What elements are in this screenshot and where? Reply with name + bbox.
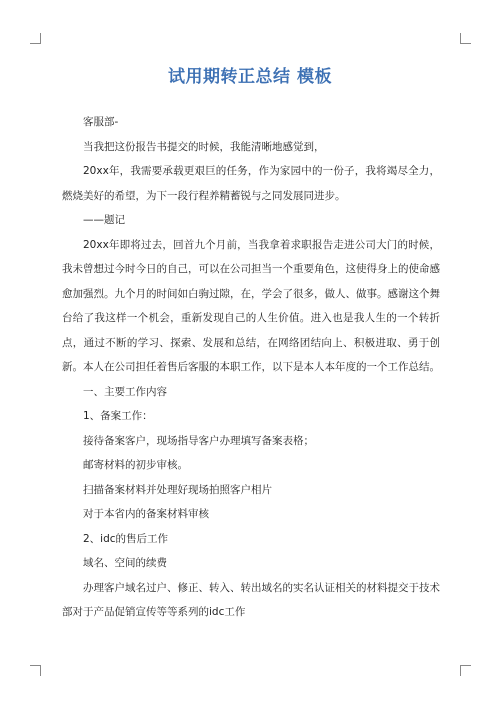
- paragraph-review: 20xx年即将过去，回首九个月前，当我拿着求职报告走进公司大门的时候，我未曾想过今时今日的自己，可以在公司担当一个重要角色，这使得身上的使命感愈加强烈。九个月的时间如白驹过隙，在，学会了很多，做人、做事。感谢这个舞台给了我这样一个机会，重新发现自己的人生价值。进入也是我人生的一个转折点，通过不断的学习、探索、发展和总结，在网络团结向上、积极进取、勇于创新。本人在公司担任着售后客服的本职工作，以下是本人本年度的一个工作总结。: [62, 238, 440, 373]
- paragraph-epigraph: ——题记: [83, 214, 125, 226]
- paragraph-intro: 当我把这份报告书提交的时候，我能清晰地感觉到，: [83, 140, 325, 153]
- list-item: 邮寄材料的初步审核。: [83, 459, 188, 471]
- list-item: 对于本省内的备案材料审核: [83, 508, 209, 520]
- subheading-filing-work: 1、备案工作：: [83, 410, 153, 422]
- document-title: 试用期转正总结 模板: [168, 67, 332, 87]
- crop-mark-top-left: [30, 33, 41, 44]
- crop-mark-bottom-left: [30, 665, 41, 676]
- list-item: 扫描备案材料并处理好现场拍照客户相片: [83, 483, 272, 496]
- paragraph-task: 20xx年，我需要承载更艰巨的任务，作为家园中的一份子，我将竭尽全力，燃烧美好的希望，为下一段行程养精蓄锐与之同发展同进步。: [62, 165, 440, 202]
- paragraph-department: 客服部-: [83, 116, 119, 128]
- subheading-idc-work: 2、idc的售后工作: [83, 532, 169, 545]
- document-body: [62, 110, 440, 625]
- list-item: 办理客户域名过户、修正、转入、转出域名的实名认证相关的材料提交于技术部对于产品促销宣传等等系列的idc工作: [62, 581, 440, 618]
- list-item: 域名、空间的续费: [83, 557, 167, 569]
- crop-mark-bottom-right: [460, 665, 471, 676]
- crop-mark-top-right: [460, 33, 471, 44]
- list-item: 接待备案客户，现场指导客户办理填写备案表格；: [83, 434, 314, 447]
- section-heading-main-work: 一、主要工作内容: [83, 385, 167, 398]
